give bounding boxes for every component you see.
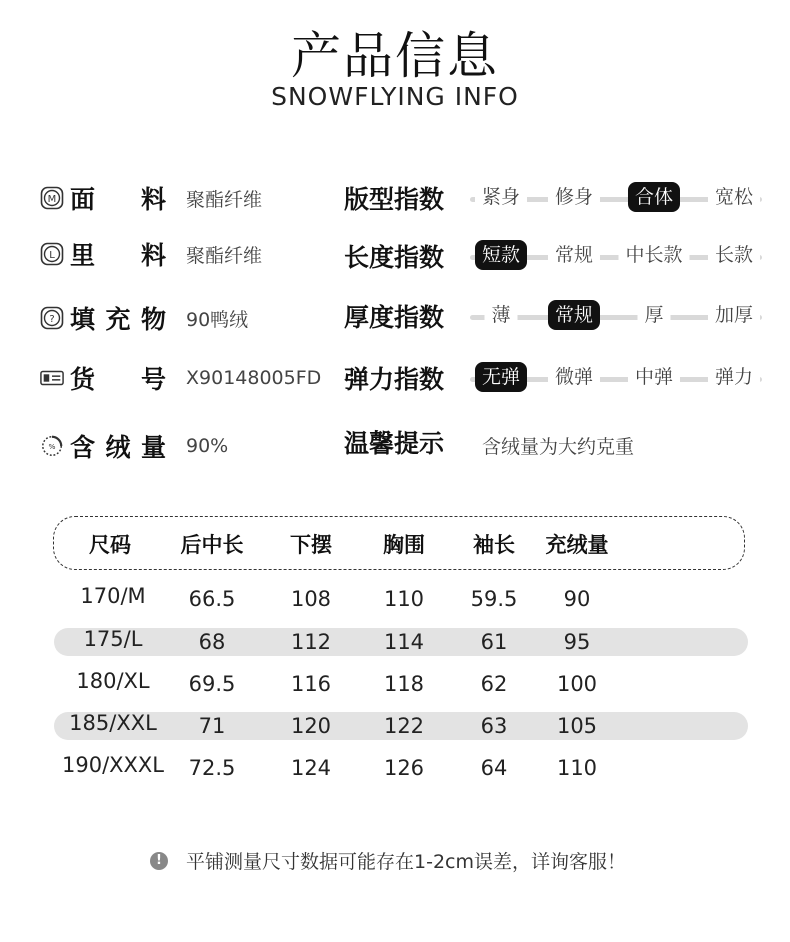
table-cell: 59.5 [470, 587, 518, 611]
info-label-char: 物 [140, 305, 166, 334]
table-header-cell: 袖长 [473, 533, 515, 557]
table-cell: 110 [556, 756, 598, 780]
m-circle-icon [40, 186, 64, 210]
info-value: X90148005FD [186, 367, 322, 389]
index-option: 紧身 [475, 182, 527, 212]
index-label: 弹力指数 [344, 365, 445, 394]
table-cell: 112 [290, 630, 332, 654]
info-row [40, 176, 262, 220]
info-label [70, 236, 166, 272]
page-title: 产品信息 [291, 27, 499, 85]
info-label-char: 填 [70, 305, 96, 334]
index-option: 微弹 [548, 362, 600, 392]
table-cell: 126 [383, 756, 425, 780]
svg-text:%: % [48, 441, 56, 451]
page-subtitle: SNOWFLYING INFO [271, 82, 519, 111]
index-option-selected: 常规 [548, 300, 600, 330]
info-value: 90鸭绒 [186, 308, 249, 331]
table-cell: 122 [383, 714, 425, 738]
info-label [70, 300, 166, 336]
info-label-char: 含 [70, 433, 96, 462]
table-header-cell: 尺码 [89, 533, 131, 557]
info-label-char: 料 [140, 185, 166, 214]
table-cell: 63 [480, 714, 508, 738]
info-value: 聚酯纤维 [186, 244, 263, 267]
table-cell: 71 [198, 714, 226, 738]
measurement-note-text: 平铺测量尺寸数据可能存在1-2cm误差，详询客服！ [186, 851, 626, 873]
table-cell: 66.5 [188, 587, 236, 611]
table-size-cell: 185/XXL [69, 711, 157, 735]
index-option: 弹力 [708, 362, 760, 392]
info-label-char: 号 [140, 365, 166, 394]
index-option: 修身 [548, 182, 600, 212]
table-cell: 120 [290, 714, 332, 738]
info-label [70, 428, 166, 464]
table-cell: 69.5 [188, 672, 236, 696]
table-size-cell: 180/XL [76, 669, 150, 693]
index-label: 版型指数 [344, 185, 445, 214]
index-option: 加厚 [708, 300, 760, 330]
table-cell: 100 [556, 672, 598, 696]
table-cell: 108 [290, 587, 332, 611]
table-cell: 68 [198, 630, 226, 654]
measurement-note [150, 847, 626, 874]
table-cell: 90 [563, 587, 591, 611]
table-cell: 62 [480, 672, 508, 696]
table-cell: 72.5 [188, 756, 236, 780]
index-option-selected: 短款 [475, 240, 527, 270]
percent-gauge-icon [40, 434, 64, 458]
table-header-cell: 胸围 [383, 533, 425, 557]
svg-text:?: ? [49, 314, 55, 325]
index-option: 常规 [548, 240, 600, 270]
table-cell: 95 [563, 630, 591, 654]
svg-text:M: M [47, 194, 57, 205]
table-cell: 118 [383, 672, 425, 696]
question-circle-icon [40, 306, 64, 330]
info-row [40, 356, 321, 400]
info-label-char: 料 [140, 241, 166, 270]
index-option: 厚 [637, 300, 670, 330]
table-cell: 110 [383, 587, 425, 611]
index-option: 薄 [484, 300, 517, 330]
info-label-char: 量 [140, 433, 166, 462]
info-label [70, 180, 166, 216]
info-label [70, 360, 166, 396]
info-label-char: 绒 [105, 433, 131, 462]
info-label-char: 充 [105, 305, 131, 334]
index-option-selected: 合体 [628, 182, 680, 212]
index-option: 中长款 [618, 240, 689, 270]
table-cell: 61 [480, 630, 508, 654]
info-value: 90% [186, 435, 229, 457]
index-label: 厚度指数 [344, 303, 445, 332]
table-header-cell: 下摆 [290, 533, 332, 557]
table-size-cell: 190/XXXL [61, 753, 165, 777]
table-cell: 124 [290, 756, 332, 780]
exclamation-circle-icon: ! [150, 852, 168, 870]
table-cell: 116 [290, 672, 332, 696]
svg-text:L: L [49, 250, 55, 261]
id-card-icon [40, 366, 64, 390]
index-label: 长度指数 [344, 243, 445, 272]
tip-label: 温馨提示 [344, 429, 445, 458]
table-cell: 105 [556, 714, 598, 738]
index-option: 长款 [708, 240, 760, 270]
info-label-char: 面 [70, 185, 96, 214]
index-option: 宽松 [708, 182, 760, 212]
table-size-cell: 175/L [83, 627, 143, 651]
index-option-selected: 无弹 [475, 362, 527, 392]
info-row [40, 424, 228, 468]
l-circle-icon [40, 242, 64, 266]
table-header-cell: 充绒量 [545, 533, 609, 557]
info-label-char: 里 [70, 241, 96, 270]
table-cell: 64 [480, 756, 508, 780]
tip-text: 含绒量为大约克重 [482, 436, 635, 458]
table-cell: 114 [383, 630, 425, 654]
index-option: 中弹 [628, 362, 680, 392]
info-row [40, 232, 262, 276]
info-row [40, 296, 248, 340]
table-header-cell: 后中长 [180, 533, 244, 557]
info-label-char: 货 [70, 365, 96, 394]
table-size-cell: 170/M [80, 584, 146, 608]
info-value: 聚酯纤维 [186, 188, 263, 211]
